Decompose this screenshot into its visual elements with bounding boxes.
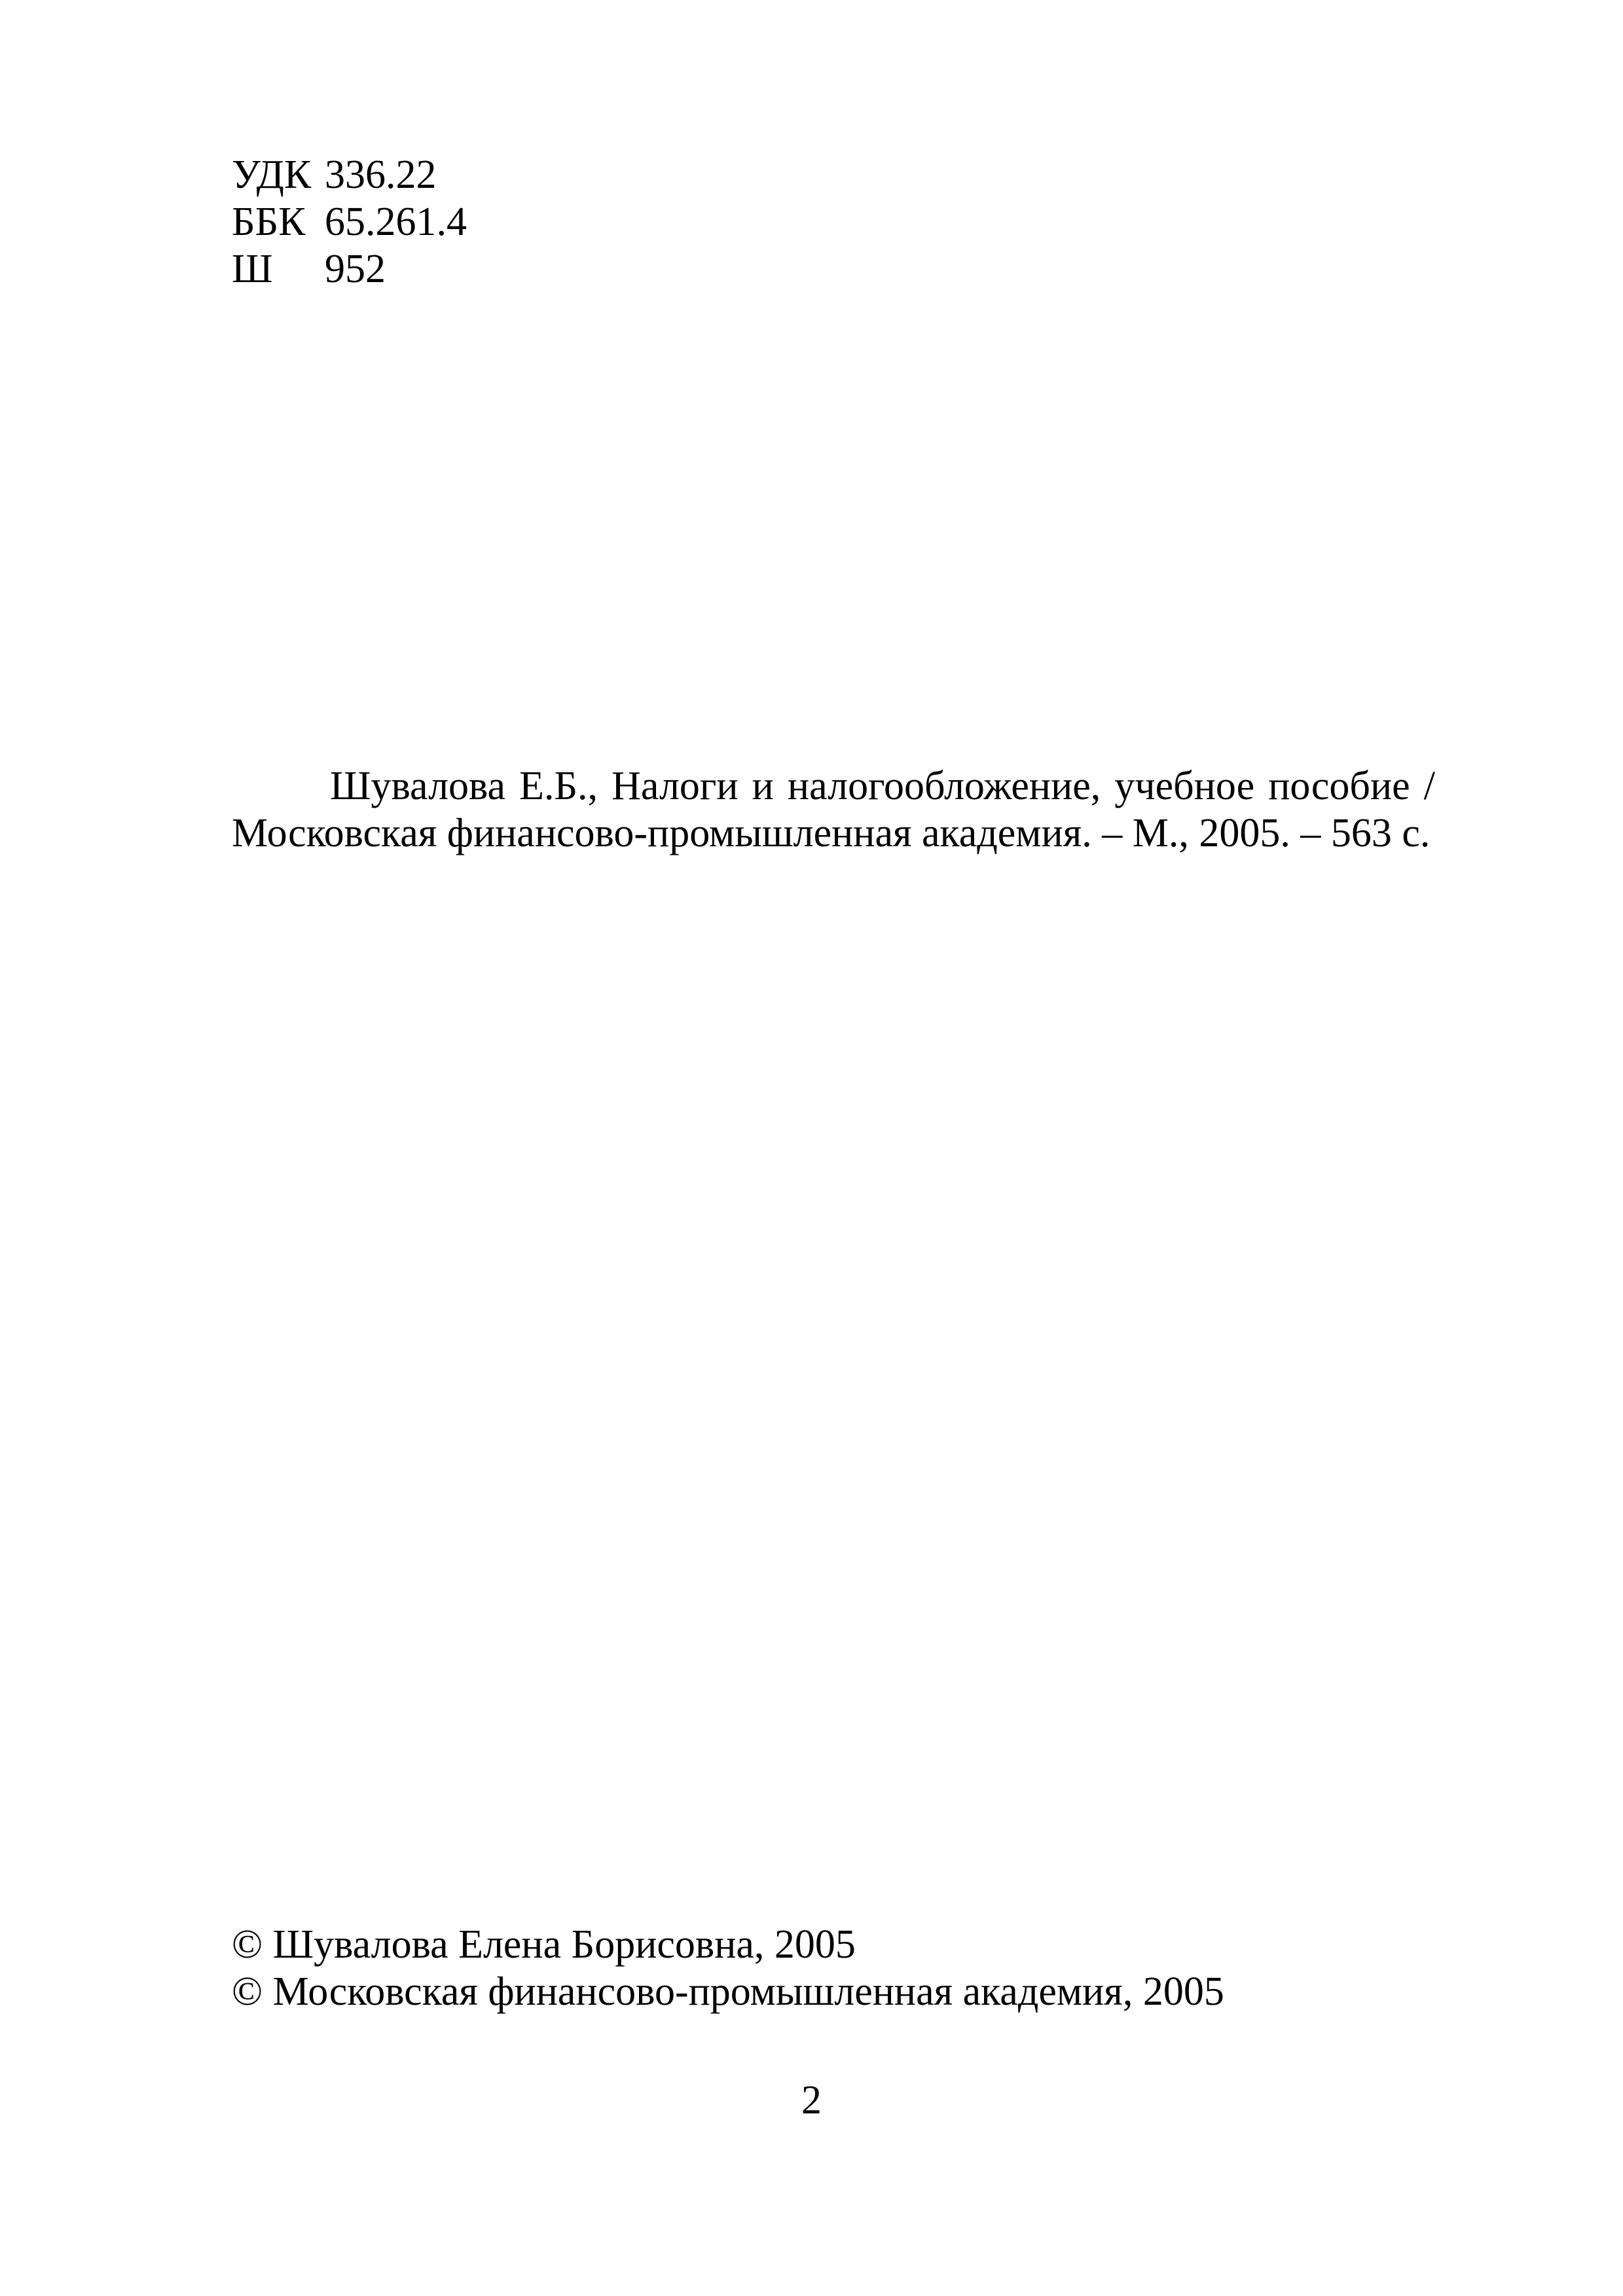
udk-row [232, 152, 467, 199]
bbk-row [232, 199, 467, 246]
bbk-code: ББК [232, 200, 306, 244]
classification-block [232, 152, 467, 293]
annotation-line-2: Московская финансово-промышленная академия. – М., 2005. – 563 с. [232, 810, 1431, 855]
page-number: 2 [801, 2078, 822, 2123]
author-mark-value: 952 [325, 247, 386, 291]
udk-code: УДК [232, 152, 312, 197]
copyright-block [232, 1922, 1224, 2016]
copyright-publisher: © Московская финансово-промышленная академия, 2005 [232, 1969, 1224, 2014]
annotation-line-1: Шувалова Е.Б., Налоги и налогообложение, учебное пособие / [330, 764, 1435, 808]
bibliographic-annotation [232, 763, 1435, 857]
udk-value: 336.22 [325, 152, 437, 197]
author-mark-row [232, 246, 467, 293]
bbk-value: 65.261.4 [325, 200, 467, 244]
copyright-author: © Шувалова Елена Борисовна, 2005 [232, 1922, 856, 1967]
author-mark-code: Ш [232, 247, 273, 291]
